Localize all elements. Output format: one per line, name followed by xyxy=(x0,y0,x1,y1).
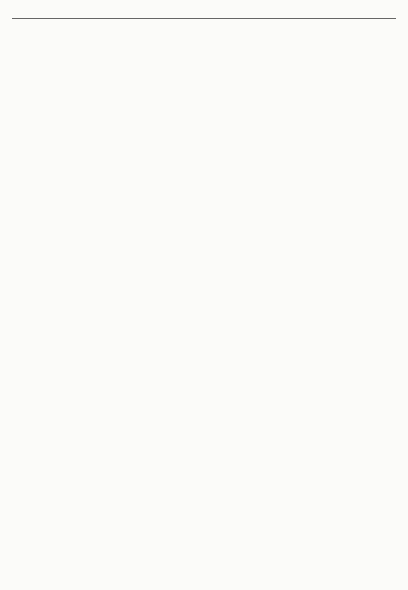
header-rule xyxy=(12,18,396,19)
running-header xyxy=(0,0,408,20)
